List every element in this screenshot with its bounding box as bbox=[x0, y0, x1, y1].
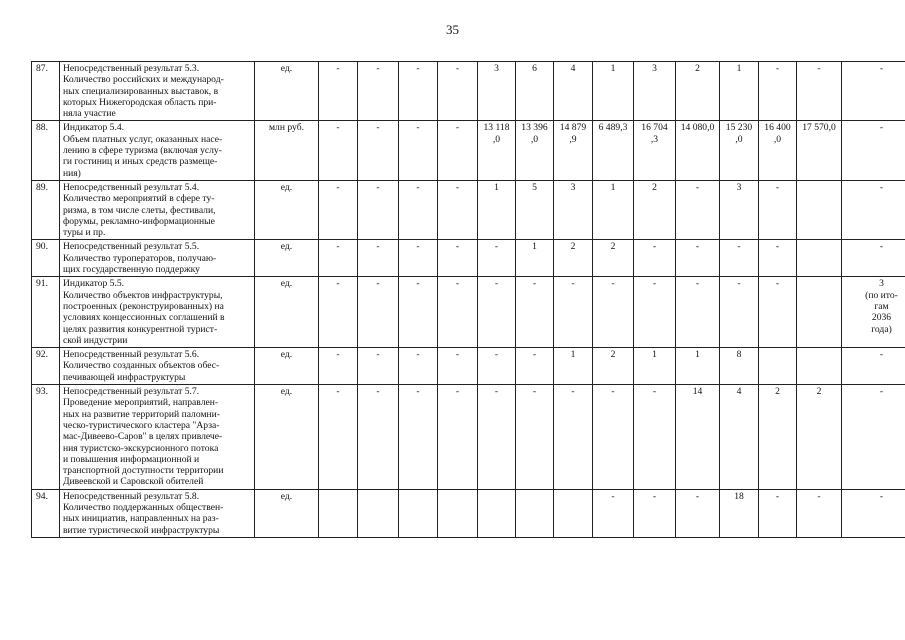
value-cell bbox=[478, 489, 516, 537]
value-cell bbox=[438, 348, 478, 385]
description-line: Непосредственный результат 5.7. bbox=[63, 386, 200, 398]
value-line: 1 bbox=[736, 63, 742, 74]
value-cell bbox=[554, 240, 593, 277]
value-cell bbox=[358, 62, 399, 121]
value-line: - bbox=[532, 349, 537, 361]
value-cell bbox=[797, 348, 842, 385]
value-line: - bbox=[416, 349, 420, 361]
value-line: - bbox=[336, 386, 340, 398]
value-line: - bbox=[737, 278, 741, 290]
value-cell bbox=[634, 489, 676, 537]
value-cell bbox=[516, 121, 554, 180]
value-cell bbox=[478, 385, 516, 490]
value-line: 8 bbox=[736, 349, 742, 361]
value-line: 1 bbox=[570, 349, 576, 361]
value-cell bbox=[438, 385, 478, 490]
value-cell bbox=[720, 121, 759, 180]
table-row bbox=[32, 240, 905, 277]
value-line: 2 bbox=[570, 241, 576, 253]
value-cell bbox=[516, 348, 554, 385]
value-line: - bbox=[737, 241, 741, 253]
table-row bbox=[32, 277, 905, 348]
value-cell bbox=[478, 348, 516, 385]
value-cell bbox=[319, 121, 358, 180]
value-cell bbox=[676, 348, 720, 385]
value-cell bbox=[797, 240, 842, 277]
value-cell bbox=[676, 180, 720, 239]
value-line: 15 230 bbox=[725, 122, 753, 134]
value-cell bbox=[554, 121, 593, 180]
row-unit: ед. bbox=[255, 385, 319, 490]
row-unit: ед. bbox=[255, 180, 319, 239]
value-cell bbox=[797, 489, 842, 537]
value-cell bbox=[358, 277, 399, 348]
value-cell bbox=[842, 240, 905, 277]
value-cell bbox=[358, 348, 399, 385]
value-cell bbox=[399, 489, 438, 537]
value-line: 3 bbox=[879, 278, 884, 290]
value-line: - bbox=[611, 490, 615, 502]
value-cell bbox=[319, 240, 358, 277]
value-cell bbox=[399, 385, 438, 490]
value-cell bbox=[720, 385, 759, 490]
value-cell bbox=[634, 277, 676, 348]
value-line: - bbox=[494, 386, 499, 398]
value-cell bbox=[759, 385, 797, 490]
value-line: 5 bbox=[532, 181, 537, 193]
table-row bbox=[32, 348, 905, 385]
value-cell bbox=[842, 348, 905, 385]
row-description bbox=[60, 180, 255, 239]
value-line: 2 bbox=[695, 63, 700, 74]
value-line: ,0 bbox=[492, 133, 501, 145]
value-line: 16 400 bbox=[764, 122, 791, 134]
description-line: Непосредственный результат 5.5. bbox=[63, 241, 200, 253]
value-line: - bbox=[494, 241, 499, 253]
value-line: 1 bbox=[695, 349, 700, 361]
value-line: - bbox=[416, 278, 420, 290]
value-line: - bbox=[695, 181, 700, 193]
value-cell bbox=[554, 180, 593, 239]
value-line: - bbox=[376, 181, 380, 193]
value-cell bbox=[842, 277, 905, 348]
description-line: ческо-туристического кластера "Арза- bbox=[63, 419, 220, 431]
table-body bbox=[32, 62, 905, 538]
value-line: - bbox=[879, 490, 884, 502]
value-cell bbox=[554, 385, 593, 490]
value-line: ,0 bbox=[530, 133, 539, 145]
value-cell bbox=[676, 121, 720, 180]
row-description bbox=[60, 62, 255, 121]
value-cell bbox=[797, 121, 842, 180]
description-line: Количество российских и международ- bbox=[63, 74, 224, 86]
value-cell bbox=[478, 62, 516, 121]
row-description bbox=[60, 385, 255, 490]
value-line: 2036 bbox=[871, 312, 892, 324]
value-cell bbox=[842, 385, 905, 490]
row-description bbox=[60, 121, 255, 180]
row-unit: млн руб. bbox=[255, 121, 319, 180]
value-cell bbox=[438, 180, 478, 239]
value-line: 1 bbox=[494, 181, 499, 193]
value-line: - bbox=[416, 181, 420, 193]
value-line: - bbox=[775, 241, 780, 253]
table-row bbox=[32, 62, 905, 121]
value-line: - bbox=[416, 63, 420, 74]
value-line: 14 bbox=[692, 386, 703, 398]
row-unit: ед. bbox=[255, 240, 319, 277]
value-line: 2 bbox=[610, 349, 616, 361]
value-line: 1 bbox=[652, 349, 657, 361]
description-line: Дивеевской и Саровской обителей bbox=[63, 476, 204, 488]
indicators-table bbox=[31, 61, 905, 538]
value-cell bbox=[554, 277, 593, 348]
description-line: ных на развитие территорий паломни- bbox=[63, 408, 220, 420]
table-row bbox=[32, 180, 905, 239]
description-line: Непосредственный результат 5.8. bbox=[63, 490, 200, 502]
value-line: - bbox=[416, 386, 420, 398]
value-line: - bbox=[817, 63, 821, 74]
value-line: - bbox=[455, 278, 460, 290]
value-line: - bbox=[775, 181, 780, 193]
value-cell bbox=[759, 240, 797, 277]
value-line: - bbox=[775, 278, 780, 290]
value-line: - bbox=[494, 349, 499, 361]
value-line: 2 bbox=[610, 241, 616, 253]
description-line: Непосредственный результат 5.4. bbox=[63, 181, 200, 193]
value-line: - bbox=[879, 241, 884, 253]
description-line: Объем платных услуг, оказанных насе- bbox=[63, 133, 223, 145]
value-cell bbox=[759, 62, 797, 121]
value-cell bbox=[759, 121, 797, 180]
value-line: 13 118 bbox=[483, 122, 510, 134]
value-cell bbox=[319, 385, 358, 490]
value-cell bbox=[720, 277, 759, 348]
value-line: - bbox=[455, 181, 460, 193]
value-cell bbox=[676, 277, 720, 348]
description-line: няла участие bbox=[63, 108, 116, 120]
value-cell bbox=[720, 62, 759, 121]
value-cell bbox=[634, 121, 676, 180]
value-line: года) bbox=[871, 323, 892, 335]
value-cell bbox=[842, 121, 905, 180]
value-cell bbox=[516, 62, 554, 121]
value-line: - bbox=[376, 278, 380, 290]
value-cell bbox=[319, 277, 358, 348]
value-cell bbox=[759, 348, 797, 385]
value-line: - bbox=[336, 63, 340, 74]
value-line: - bbox=[652, 278, 657, 290]
value-cell bbox=[516, 385, 554, 490]
value-cell bbox=[399, 277, 438, 348]
table-row bbox=[32, 489, 905, 537]
value-cell bbox=[676, 240, 720, 277]
value-line: 18 bbox=[734, 490, 744, 502]
description-line: Количество поддержанных обществен- bbox=[63, 501, 224, 513]
value-cell bbox=[516, 489, 554, 537]
value-cell bbox=[720, 240, 759, 277]
value-line: 4 bbox=[570, 63, 576, 74]
value-cell bbox=[399, 121, 438, 180]
description-line: щих государственную поддержку bbox=[63, 264, 200, 276]
value-cell bbox=[516, 180, 554, 239]
value-cell bbox=[797, 385, 842, 490]
value-line: 6 489,3 bbox=[598, 122, 628, 134]
value-line: - bbox=[611, 278, 615, 290]
value-line: 14 080,0 bbox=[680, 122, 715, 134]
description-line: ния) bbox=[63, 167, 81, 179]
value-cell bbox=[319, 62, 358, 121]
description-line: ных специализированных выставок, в bbox=[63, 85, 219, 97]
description-line: форумы, рекламно-информационные bbox=[63, 215, 215, 227]
value-line: - bbox=[336, 181, 340, 193]
value-cell bbox=[554, 489, 593, 537]
row-unit: ед. bbox=[255, 348, 319, 385]
value-cell bbox=[842, 62, 905, 121]
description-line: ния туристско-экскурсионного потока bbox=[63, 442, 219, 454]
value-cell bbox=[478, 277, 516, 348]
description-line: которых Нижегородская область при- bbox=[63, 96, 217, 108]
value-line: - bbox=[532, 386, 537, 398]
value-cell bbox=[319, 489, 358, 537]
value-cell bbox=[759, 180, 797, 239]
value-cell bbox=[720, 489, 759, 537]
value-cell bbox=[759, 489, 797, 537]
value-line: - bbox=[775, 63, 780, 74]
value-line: - bbox=[652, 241, 657, 253]
value-cell bbox=[438, 62, 478, 121]
value-line: 2 bbox=[775, 386, 780, 398]
value-cell bbox=[358, 489, 399, 537]
row-number: 94. bbox=[32, 489, 60, 537]
value-line: - bbox=[652, 490, 657, 502]
value-line: гам bbox=[874, 300, 889, 312]
value-cell bbox=[676, 489, 720, 537]
value-cell bbox=[720, 180, 759, 239]
row-description bbox=[60, 489, 255, 537]
value-cell bbox=[438, 121, 478, 180]
description-line: условиях концессионных соглашений в bbox=[63, 312, 225, 324]
value-line: ,3 bbox=[650, 133, 659, 145]
value-line: - bbox=[336, 349, 340, 361]
value-line: (по ито- bbox=[865, 289, 898, 301]
value-line: ,0 bbox=[773, 133, 782, 145]
value-line: - bbox=[817, 490, 821, 502]
value-line: - bbox=[416, 122, 420, 134]
value-line: - bbox=[455, 386, 460, 398]
value-cell bbox=[399, 180, 438, 239]
row-unit: ед. bbox=[255, 62, 319, 121]
value-cell bbox=[438, 240, 478, 277]
value-cell bbox=[759, 277, 797, 348]
value-line: - bbox=[571, 278, 575, 290]
value-line: ,0 bbox=[735, 133, 743, 145]
row-number: 89. bbox=[32, 180, 60, 239]
value-line: - bbox=[455, 241, 460, 253]
value-line: 1 bbox=[610, 63, 616, 74]
value-cell bbox=[593, 121, 634, 180]
value-cell bbox=[676, 385, 720, 490]
value-cell bbox=[593, 277, 634, 348]
value-line: 2 bbox=[816, 386, 822, 398]
description-line: Количество туроператоров, получаю- bbox=[63, 252, 217, 264]
value-line: 3 bbox=[494, 63, 499, 74]
value-line: - bbox=[494, 278, 499, 290]
value-cell bbox=[634, 240, 676, 277]
value-cell bbox=[438, 489, 478, 537]
value-cell bbox=[593, 240, 634, 277]
value-cell bbox=[634, 385, 676, 490]
value-line: 1 bbox=[532, 241, 537, 253]
value-cell bbox=[593, 180, 634, 239]
row-description bbox=[60, 240, 255, 277]
value-line: - bbox=[455, 349, 460, 361]
value-cell bbox=[634, 348, 676, 385]
value-line: 16 704 bbox=[641, 122, 668, 134]
value-line: - bbox=[879, 349, 884, 361]
description-line: витие туристической инфраструктуры bbox=[63, 524, 220, 536]
value-cell bbox=[676, 62, 720, 121]
value-cell bbox=[516, 240, 554, 277]
value-line: - bbox=[376, 386, 380, 398]
value-cell bbox=[478, 121, 516, 180]
value-cell bbox=[593, 62, 634, 121]
value-line: - bbox=[695, 278, 700, 290]
value-line: - bbox=[879, 181, 884, 193]
description-line: Проведение мероприятий, направлен- bbox=[63, 397, 219, 409]
value-cell bbox=[554, 62, 593, 121]
row-number: 87. bbox=[32, 62, 60, 121]
row-number: 88. bbox=[32, 121, 60, 180]
value-line: 13 396 bbox=[521, 122, 548, 134]
value-cell bbox=[593, 348, 634, 385]
value-line: - bbox=[376, 122, 380, 134]
table-row bbox=[32, 385, 905, 490]
row-description bbox=[60, 277, 255, 348]
value-cell bbox=[797, 277, 842, 348]
description-line: целях развития конкурентной турист- bbox=[63, 323, 218, 335]
value-line: - bbox=[532, 278, 537, 290]
value-line: - bbox=[376, 241, 380, 253]
value-line: ,9 bbox=[569, 133, 577, 145]
value-cell bbox=[634, 62, 676, 121]
value-line: - bbox=[455, 122, 460, 134]
value-cell bbox=[438, 277, 478, 348]
value-cell bbox=[720, 348, 759, 385]
description-line: транспортной доступности территории bbox=[63, 465, 224, 477]
row-number: 93. bbox=[32, 385, 60, 490]
value-line: 14 879 bbox=[559, 122, 587, 134]
description-line: Индикатор 5.4. bbox=[63, 122, 125, 134]
value-cell bbox=[358, 121, 399, 180]
value-line: - bbox=[879, 386, 884, 398]
description-line: туры и пр. bbox=[63, 227, 106, 239]
description-line: Количество объектов инфраструктуры, bbox=[63, 289, 223, 301]
row-number: 92. bbox=[32, 348, 60, 385]
value-line: - bbox=[879, 122, 884, 134]
value-line: - bbox=[376, 349, 380, 361]
value-cell bbox=[593, 489, 634, 537]
row-unit: ед. bbox=[255, 277, 319, 348]
page-number: 35 bbox=[446, 22, 459, 37]
description-line: и повышения информационной и bbox=[63, 453, 200, 465]
value-line: - bbox=[611, 386, 615, 398]
value-cell bbox=[399, 348, 438, 385]
value-cell bbox=[516, 277, 554, 348]
value-cell bbox=[399, 62, 438, 121]
row-unit: ед. bbox=[255, 489, 319, 537]
description-line: Индикатор 5.5. bbox=[63, 278, 125, 290]
value-line: - bbox=[416, 241, 420, 253]
description-line: построенных (реконструированных) на bbox=[63, 300, 224, 312]
value-cell bbox=[358, 385, 399, 490]
value-line: 2 bbox=[652, 181, 657, 193]
description-line: Количество созданных объектов обес- bbox=[63, 360, 220, 372]
value-cell bbox=[842, 180, 905, 239]
value-cell bbox=[797, 62, 842, 121]
description-line: ризма, в том числе слеты, фестивали, bbox=[63, 204, 216, 216]
row-description bbox=[60, 348, 255, 385]
value-cell bbox=[478, 180, 516, 239]
value-line: - bbox=[695, 490, 700, 502]
value-line: - bbox=[336, 278, 340, 290]
value-line: 1 bbox=[610, 181, 616, 193]
value-cell bbox=[478, 240, 516, 277]
row-number: 90. bbox=[32, 240, 60, 277]
value-cell bbox=[319, 348, 358, 385]
value-line: 3 bbox=[652, 63, 657, 74]
value-line: - bbox=[775, 490, 780, 502]
value-cell bbox=[797, 180, 842, 239]
value-line: 3 bbox=[736, 181, 742, 193]
value-line: 6 bbox=[532, 63, 537, 74]
value-line: - bbox=[879, 63, 884, 74]
value-line: - bbox=[376, 63, 380, 74]
value-cell bbox=[358, 240, 399, 277]
description-line: мас-Дивеево-Саров" в целях привлече- bbox=[63, 431, 223, 443]
value-cell bbox=[319, 180, 358, 239]
value-cell bbox=[842, 489, 905, 537]
table-row bbox=[32, 121, 905, 180]
description-line: лению в сфере туризма (включая услу- bbox=[63, 145, 222, 157]
description-line: Непосредственный результат 5.3. bbox=[63, 63, 200, 74]
value-line: 3 bbox=[570, 181, 576, 193]
value-line: - bbox=[652, 386, 657, 398]
description-line: ги гостиниц и иных средств размеще- bbox=[63, 156, 218, 168]
description-line: ных инициатив, направленных на раз- bbox=[63, 513, 219, 525]
value-line: 17 570,0 bbox=[802, 122, 836, 134]
description-line: Количество мероприятий в сфере ту- bbox=[63, 193, 215, 205]
value-cell bbox=[358, 180, 399, 239]
value-cell bbox=[399, 240, 438, 277]
value-cell bbox=[634, 180, 676, 239]
value-line: 4 bbox=[736, 386, 742, 398]
row-number: 91. bbox=[32, 277, 60, 348]
description-line: печивающей инфраструктуры bbox=[63, 371, 186, 383]
value-cell bbox=[593, 385, 634, 490]
description-line: Непосредственный результат 5.6. bbox=[63, 349, 200, 361]
value-line: - bbox=[336, 122, 340, 134]
value-line: - bbox=[695, 241, 700, 253]
value-line: - bbox=[571, 386, 575, 398]
value-line: - bbox=[455, 63, 460, 74]
description-line: ской индустрии bbox=[63, 334, 128, 346]
value-line: - bbox=[336, 241, 340, 253]
value-cell bbox=[554, 348, 593, 385]
